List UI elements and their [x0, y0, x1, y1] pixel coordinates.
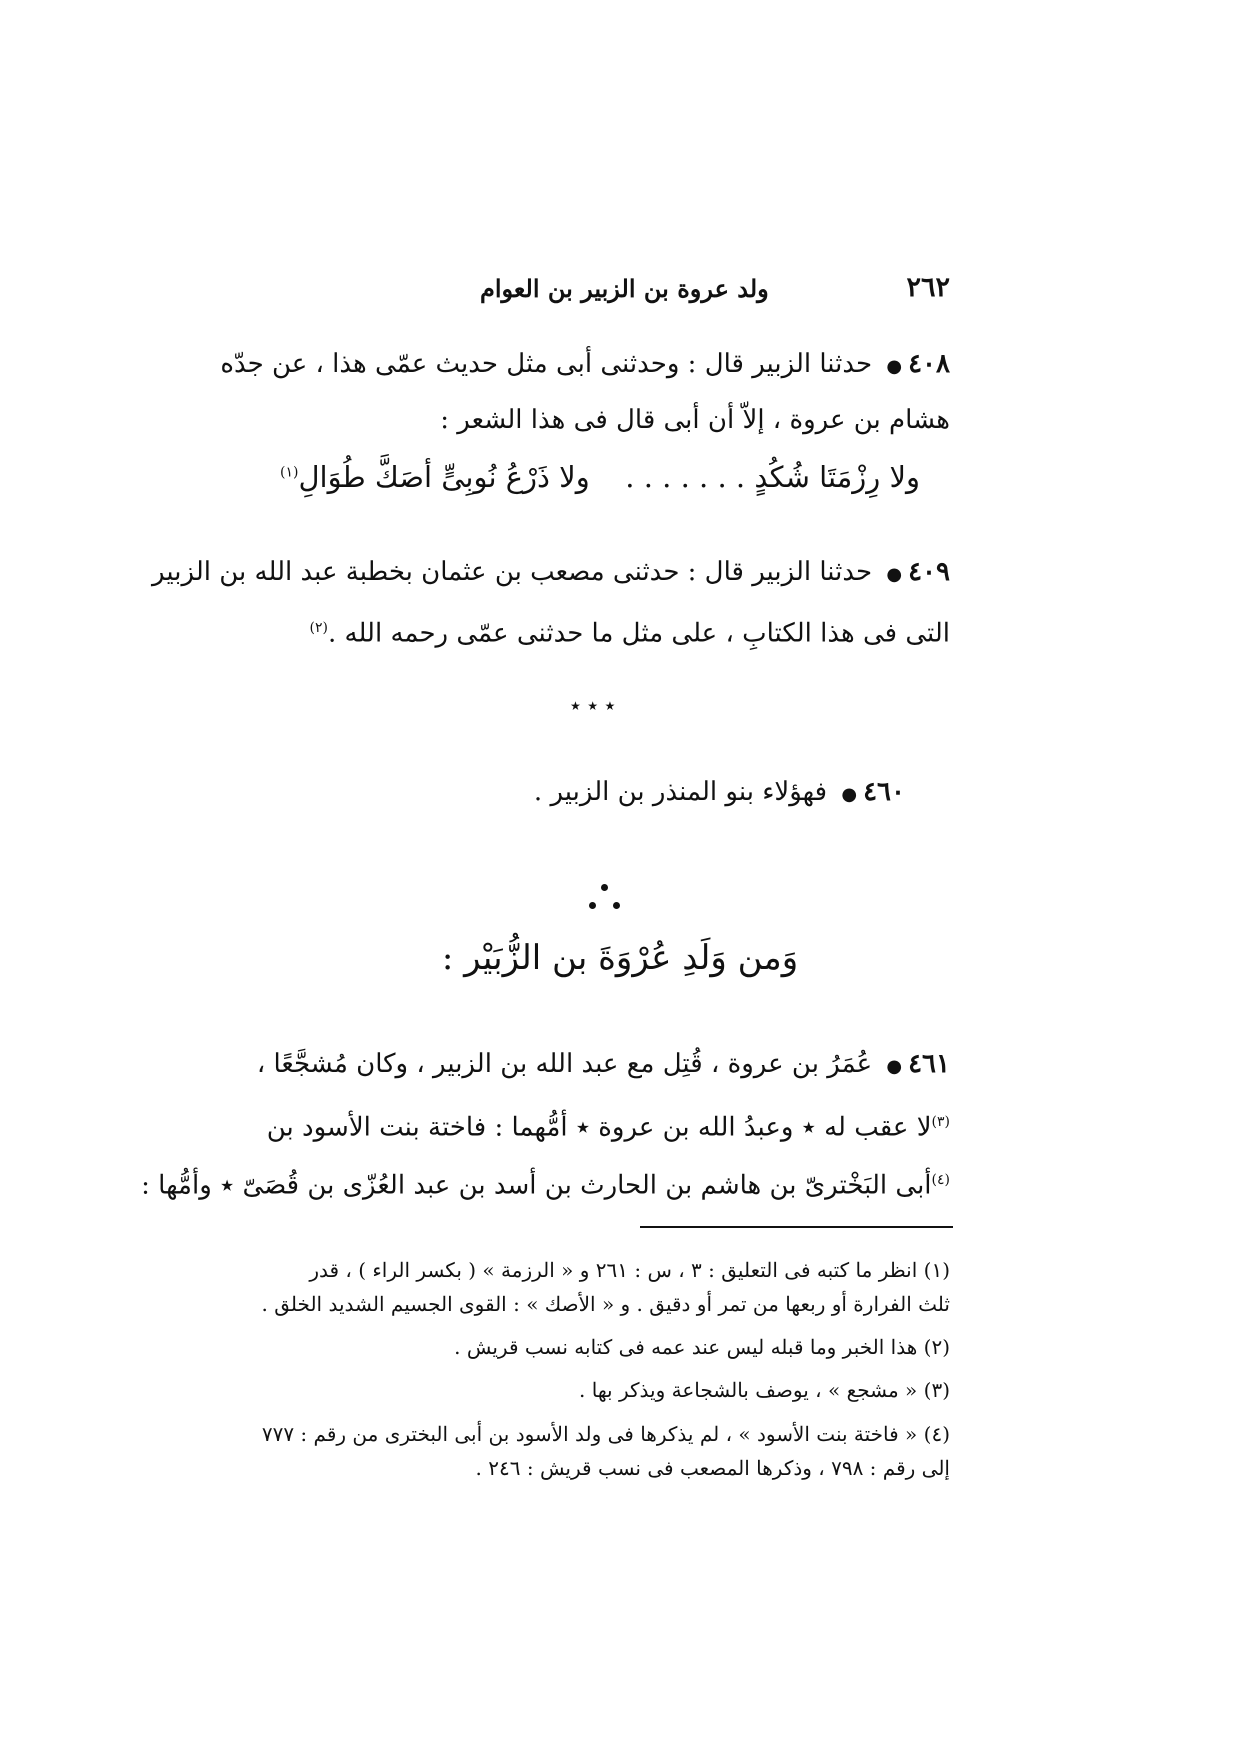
entry-text: فهؤلاء بنو المنذر بن الزبير . — [533, 777, 828, 807]
footnote-line: (٣) « مشجع » ، يوصف بالشجاعة ويذكر بها . — [579, 1378, 950, 1402]
footnote-1 — [261, 1253, 950, 1321]
footnote-2 — [270, 1330, 950, 1364]
footnote-line: (١) انظر ما كتبه فى التعليق : ٣ ، س : ٢٦١ و « الرزمة » ( بكسر الراء ) ، قدر — [309, 1258, 950, 1282]
footnote-line: (٢) هذا الخبر وما قبله ليس عند عمه فى كتابه نسب قريش . — [454, 1335, 950, 1359]
entry-text: هشام بن عروة ، إلاّ أن أبى قال فى هذا الشعر : — [440, 405, 950, 435]
footnote-ref: (٢) — [309, 620, 328, 636]
entry-text: عُمَرُ بن عروة ، قُتِل مع عبد الله بن الزبير ، وكان مُشجَّعًا ، — [256, 1049, 873, 1079]
page-number: ٢٦٢ — [906, 272, 950, 303]
footnote-ref: (١) — [280, 464, 299, 481]
entry-text: حدثنا الزبير قال : حدثنى مصعب بن عثمان بخطبة عبد الله بن الزبير — [152, 557, 873, 587]
entry-460-line-1 — [534, 768, 905, 819]
entry-461-line-2 — [266, 1098, 950, 1152]
section-heading: وَمن وَلَدِ عُرْوَةَ بن الزُّبَيْر : — [441, 938, 799, 978]
entry-409-line-1 — [152, 548, 950, 599]
footnote-4 — [261, 1417, 950, 1485]
bullet-icon: ● — [886, 356, 903, 377]
footnote-ref: (٣) — [931, 1114, 950, 1130]
entry-text: لا عقب له ٭ وعبدُ الله بن عروة ٭ أمُّهما : فاختة بنت الأسود بن — [266, 1112, 932, 1143]
ornament-dots-icon — [585, 880, 625, 920]
bullet-icon: ● — [841, 784, 858, 805]
bullet-icon: ● — [886, 564, 903, 585]
bullet-icon: ● — [886, 1056, 903, 1077]
entry-number: ٤٦١ — [908, 1049, 950, 1079]
entry-text: التى فى هذا الكتابِ ، على مثل ما حدثنى عمّى رحمه الله . — [327, 618, 950, 649]
footnote-rule — [640, 1226, 953, 1228]
entry-number: ٤٦٠ — [863, 777, 905, 807]
footnote-line: (٤) « فاختة بنت الأسود » ، لم يذكرها فى ولد الأسود بن أبى البخترى من رقم : ٧٧٧ — [261, 1422, 950, 1446]
entry-408-line-1 — [220, 340, 950, 391]
running-head — [250, 272, 950, 308]
footnote-line: ثلث الفرارة أو ربعها من تمر أو دقيق . و « الأصك » : القوى الجسيم الشديد الخلق . — [261, 1292, 950, 1316]
verse — [280, 460, 920, 510]
entry-408-line-2 — [440, 396, 950, 444]
verse-first-half: ولا رِزْمَتَا شُكُدٍ . . . . . . . — [625, 460, 920, 494]
separator-stars: ٭ ٭ ٭ — [570, 693, 616, 717]
footnote-line: إلى رقم : ٧٩٨ ، وذكرها المصعب فى نسب قريش : ٢٤٦ . — [475, 1456, 950, 1480]
verse-second-half: ولا ذَرْعُ نُوبِىٍّ أصَكَّ طُوَالِ — [298, 460, 590, 494]
footnote-ref: (٤) — [931, 1172, 950, 1188]
entry-461-line-1 — [256, 1040, 950, 1091]
entry-409-line-2 — [310, 604, 950, 658]
entry-text: أبى البَخْترىّ بن هاشم بن الحارث بن أسد بن عبد العُزّى بن قُصَىّ ٭ وأمُّها : — [141, 1170, 932, 1201]
footnote-3 — [270, 1373, 950, 1407]
entry-461-line-3 — [141, 1156, 950, 1210]
entry-number: ٤٠٩ — [908, 557, 950, 587]
entry-number: ٤٠٨ — [908, 349, 950, 379]
verse-second-half-wrap — [280, 460, 590, 494]
entry-text: حدثنا الزبير قال : وحدثنى أبى مثل حديث عمّى هذا ، عن جدّه — [220, 349, 873, 379]
running-title: ولد عروة بن الزبير بن العوام — [480, 274, 769, 303]
